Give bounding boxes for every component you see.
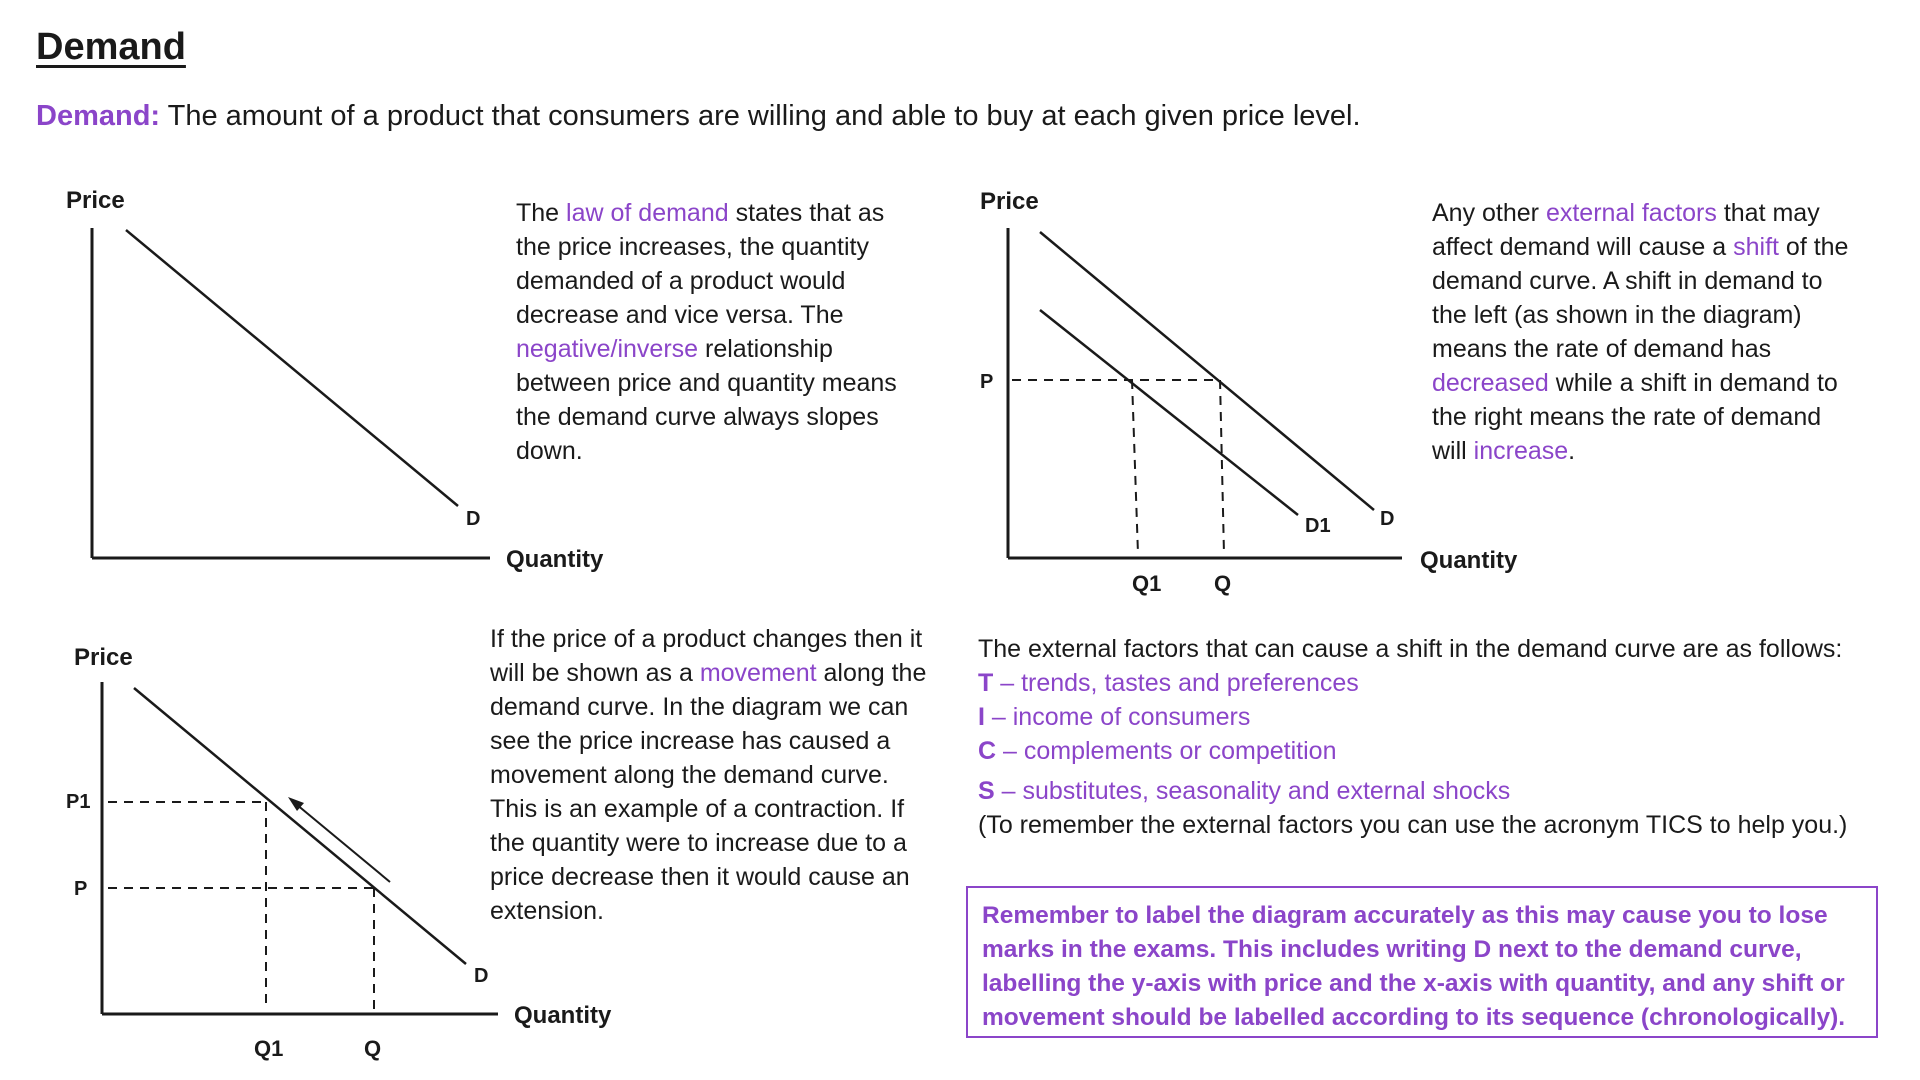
definition-text: The amount of a product that consumers are willing and able to buy at each given price level.: [160, 100, 1361, 132]
movement-text-1: If the price of a product changes then it will be shown as a: [490, 625, 923, 687]
external-text-2: that may affect demand will cause a: [1432, 199, 1820, 261]
tics-text-i: – income of consumers: [984, 703, 1251, 731]
movement-text-2: along the demand curve. In the diagram we can see the price increase has caused a movement along the demand curve. This is an example of a contraction. If the quantity were to increase due to a price decrease then it would cause an extension.: [490, 659, 927, 925]
tics-letter-t: T: [978, 669, 994, 697]
tics-section: [978, 632, 1898, 842]
law-curve-label: D: [466, 508, 481, 530]
external-text-5: .: [1568, 437, 1576, 465]
movement-x-axis-label: Quantity: [514, 1002, 612, 1029]
external-text-4: while a shift in demand to the right means the rate of demand will: [1432, 369, 1838, 465]
external-factors-paragraph: [1432, 196, 1862, 468]
tics-text-c: – complements or competition: [996, 737, 1337, 765]
law-of-demand-paragraph: [516, 196, 916, 468]
law-text-2: states that as the price increases, the quantity demanded of a product would decrease and vice versa. The: [516, 199, 885, 329]
increase-term: increase: [1473, 437, 1569, 465]
movement-q-label: Q: [364, 1036, 382, 1061]
decreased-term: decreased: [1432, 369, 1549, 397]
movement-term: movement: [699, 659, 817, 687]
tics-letter-s: S: [978, 777, 995, 805]
tics-text-t: – trends, tastes and preferences: [993, 669, 1359, 697]
external-text-1: Any other: [1432, 199, 1546, 227]
reminder-text: Remember to label the diagram accurately as this may cause you to lose marks in the exams. This includes writing D next to the demand curve, labelling the y-axis with price and the x-axis with quantity, and any shift or movement should be labelled according to its sequence (chronologically).: [982, 902, 1846, 1031]
page-title: Demand: [36, 26, 186, 68]
law-text-1: The: [516, 199, 567, 227]
law-text-3: relationship between price and quantity means the demand curve always slopes down.: [516, 335, 897, 465]
shift-price-label: P: [980, 371, 994, 393]
shift-q1-label: Q1: [1132, 571, 1162, 596]
tics-letter-c: C: [978, 737, 997, 765]
movement-demand-curve: [134, 688, 466, 964]
shift-x-axis-label: Quantity: [1420, 547, 1518, 574]
tics-item-t: [978, 666, 1898, 700]
movement-arrow: [296, 804, 390, 882]
tics-intro: The external factors that can cause a shift in the demand curve are as follows:: [978, 635, 1843, 663]
shift-q-label: Q: [1214, 571, 1232, 596]
movement-guides: [108, 802, 374, 1010]
law-of-demand-term: law of demand: [566, 199, 729, 227]
movement-q1-label: Q1: [254, 1036, 284, 1061]
tics-outro: (To remember the external factors you can use the acronym TICS to help you.): [978, 811, 1848, 839]
law-y-axis-label: Price: [66, 187, 125, 214]
external-factors-term: external factors: [1545, 199, 1717, 227]
tics-item-c: [978, 734, 1898, 768]
external-text-3: of the demand curve. A shift in demand to the left (as shown in the diagram) means the rate of demand has: [1432, 233, 1849, 363]
movement-y-axis-label: Price: [74, 644, 133, 671]
movement-p1-label: P1: [66, 791, 91, 813]
tics-letter-i: I: [978, 703, 985, 731]
shift-curve-label: D: [1380, 508, 1395, 530]
movement-axes: [102, 682, 498, 1014]
reminder-box: [966, 886, 1878, 1038]
tics-text-s: – substitutes, seasonality and external shocks: [994, 777, 1511, 805]
movement-curve-label: D: [474, 965, 489, 987]
shift-y-axis-label: Price: [980, 188, 1039, 215]
negative-inverse-term: negative/inverse: [516, 335, 699, 363]
law-x-axis-label: Quantity: [506, 546, 604, 573]
definition-term: Demand:: [36, 100, 161, 132]
tics-item-i: [978, 700, 1898, 734]
tics-item-s: [978, 774, 1898, 808]
shift-d1-label: D1: [1305, 515, 1331, 537]
shift-term: shift: [1733, 233, 1779, 261]
movement-p-label: P: [74, 878, 88, 900]
movement-paragraph: [490, 622, 930, 928]
